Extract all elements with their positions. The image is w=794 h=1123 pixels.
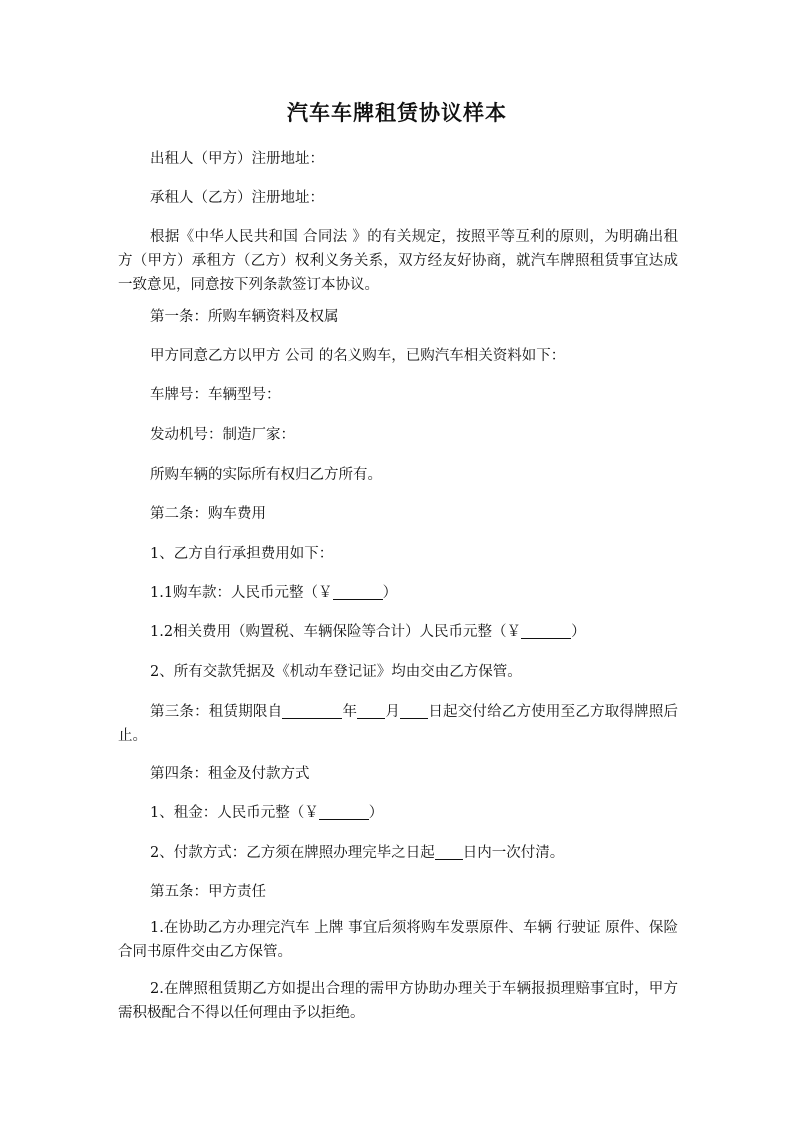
payment-method-text: 2、付款方式：乙方须在牌照办理完毕之日起: [150, 845, 435, 861]
related-fees-close: ）: [571, 624, 586, 640]
related-fees-blank: [521, 622, 571, 639]
ownership-line: 所购车辆的实际所有权归乙方所有。: [150, 467, 382, 483]
purchase-price-text: 1.1购车款：人民币元整（￥: [150, 585, 333, 601]
lessor-address-line: 出租人（甲方）注册地址：: [150, 151, 324, 167]
month-label: 月: [385, 704, 401, 720]
party-a-duty-2: 2.在牌照租赁期乙方如提出合理的需甲方协助办理关于车辆报损理赔事宜时，甲方需积极配合不得以任何理由予以拒绝。: [118, 981, 678, 1021]
article-1-intro: 甲方同意乙方以甲方 公司 的名义购车，已购汽车相关资料如下：: [150, 348, 566, 364]
article-5-heading: 第五条：甲方责任: [150, 884, 266, 900]
engine-maker-line: 发动机号：制造厂家：: [150, 427, 295, 443]
preamble-paragraph: 根据《中华人民共和国 合同法 》的有关规定，按照平等互利的原则，为明确出租方（甲方）承租方（乙方）权利义务关系，双方经友好协商，就汽车牌照租赁事宜达成一致意见，同意按下列条款签订本协议。: [118, 229, 678, 293]
day-blank: [400, 702, 428, 719]
document-title: 汽车车牌租赁协议样本: [287, 100, 507, 125]
lease-term-text: 第三条：租赁期限自: [150, 704, 283, 720]
related-fees-line: [118, 620, 678, 644]
rent-text: 1、租金：人民币元整（￥: [150, 805, 319, 821]
rent-line: [118, 801, 678, 825]
year-label: 年: [342, 704, 358, 720]
lessee-address-line: 承租人（乙方）注册地址：: [150, 190, 324, 206]
receipts-custody-line: 2、所有交款凭据及《机动车登记证》均由交由乙方保管。: [150, 664, 522, 680]
year-blank: [282, 702, 342, 719]
article-4-heading: 第四条：租金及付款方式: [150, 766, 310, 782]
payment-method-line: [118, 841, 678, 865]
article-2-heading: 第二条：购车费用: [150, 506, 266, 522]
payment-method-rest: 日内一次付清。: [462, 845, 565, 861]
purchase-price-blank: [333, 583, 383, 600]
days-blank: [435, 843, 463, 860]
costs-intro: 1、乙方自行承担费用如下：: [150, 546, 334, 562]
lease-term-rest: 日起交付给乙方使用至乙方取得牌照后止。: [118, 704, 679, 744]
purchase-price-line: [118, 581, 678, 605]
purchase-price-close: ）: [382, 585, 398, 601]
article-1-heading: 第一条：所购车辆资料及权属: [150, 309, 339, 325]
rent-blank: [319, 803, 369, 820]
related-fees-text: 1.2相关费用（购置税、车辆保险等合计）人民币元整（￥: [150, 624, 522, 640]
month-blank: [357, 702, 385, 719]
rent-close: ）: [368, 805, 384, 821]
party-a-duty-1: 1.在协助乙方办理完汽车 上牌 事宜后须将购车发票原件、车辆 行驶证 原件、保险合同书原件交由乙方保管。: [118, 920, 678, 960]
plate-model-line: 车牌号：车辆型号：: [150, 387, 281, 403]
article-3-paragraph: [118, 700, 678, 748]
